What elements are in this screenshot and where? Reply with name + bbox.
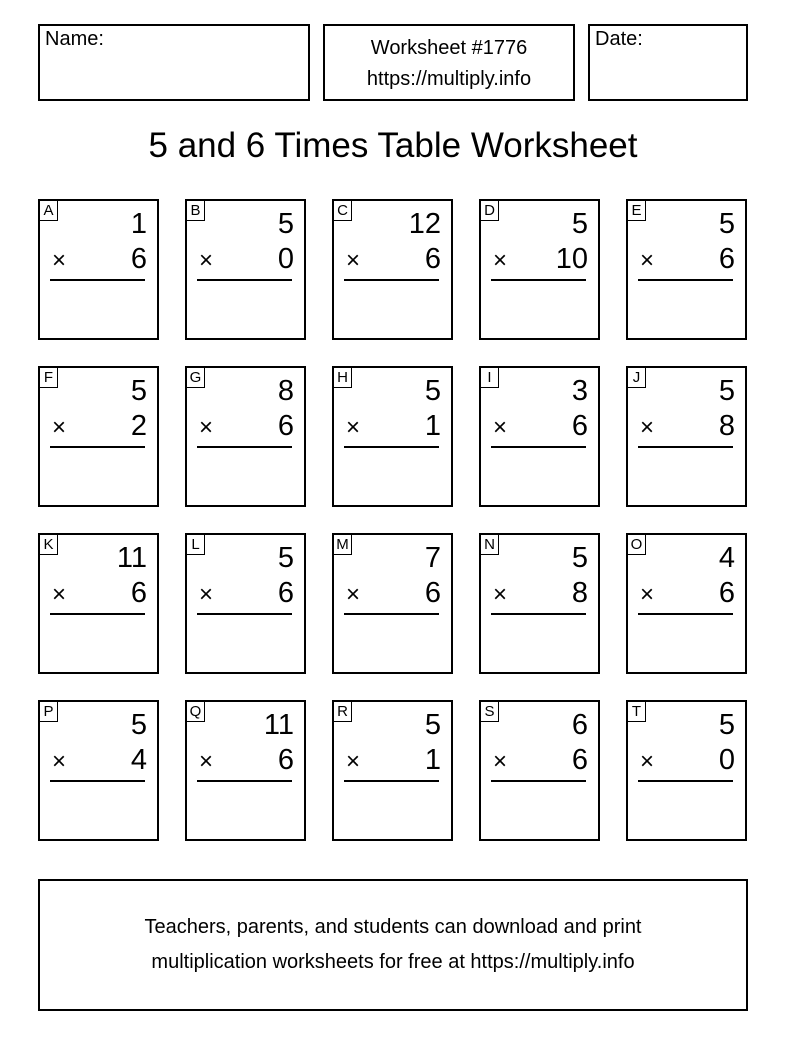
problem-card-j[interactable]	[626, 366, 747, 507]
problem-letter: O	[627, 534, 646, 555]
problem-card-o[interactable]	[626, 533, 747, 674]
answer-line	[638, 780, 733, 782]
multiplicand: 5	[571, 208, 588, 240]
multiplicand: 5	[571, 542, 588, 574]
answer-line	[197, 279, 292, 281]
times-sign: ×	[52, 581, 67, 608]
times-sign: ×	[346, 581, 361, 608]
problem-letter: R	[333, 701, 352, 722]
answer-line	[344, 613, 439, 615]
footer-line-2: multiplication worksheets for free at https://multiply.info	[151, 951, 635, 973]
answer-line	[491, 780, 586, 782]
multiplicand: 5	[277, 542, 294, 574]
problem-letter: J	[627, 367, 646, 388]
multiplier: 8	[571, 577, 588, 609]
answer-line	[50, 446, 145, 448]
problem-card-h[interactable]	[332, 366, 453, 507]
times-sign: ×	[346, 748, 361, 775]
multiplicand: 5	[424, 375, 441, 407]
problem-letter: K	[39, 534, 58, 555]
times-sign: ×	[640, 247, 655, 274]
times-sign: ×	[493, 748, 508, 775]
name-field-box[interactable]	[38, 24, 310, 101]
times-sign: ×	[640, 414, 655, 441]
multiplier: 10	[555, 243, 588, 275]
problem-card-k[interactable]	[38, 533, 159, 674]
answer-line	[197, 446, 292, 448]
problem-card-c[interactable]	[332, 199, 453, 340]
answer-line	[491, 613, 586, 615]
multiplicand: 3	[571, 375, 588, 407]
problem-letter: H	[333, 367, 352, 388]
multiplicand: 11	[263, 709, 294, 741]
answer-line	[638, 279, 733, 281]
answer-line	[344, 780, 439, 782]
multiplier: 6	[130, 577, 147, 609]
worksheet-number: Worksheet #1776	[370, 37, 528, 59]
date-field-box[interactable]	[588, 24, 748, 101]
multiplicand: 5	[718, 709, 735, 741]
problem-card-a[interactable]	[38, 199, 159, 340]
answer-line	[491, 446, 586, 448]
problem-card-p[interactable]	[38, 700, 159, 841]
multiplier: 6	[277, 410, 294, 442]
date-label: Date:	[595, 28, 643, 50]
problem-letter: D	[480, 200, 499, 221]
answer-line	[50, 279, 145, 281]
answer-line	[344, 279, 439, 281]
problem-card-f[interactable]	[38, 366, 159, 507]
problem-card-m[interactable]	[332, 533, 453, 674]
footer-line-1: Teachers, parents, and students can download and print	[144, 916, 642, 938]
problem-letter: L	[186, 534, 205, 555]
times-sign: ×	[346, 247, 361, 274]
answer-line	[50, 780, 145, 782]
answer-line	[197, 780, 292, 782]
multiplicand: 5	[424, 709, 441, 741]
footer-note	[38, 879, 748, 1011]
problem-letter: S	[480, 701, 499, 722]
problem-card-d[interactable]	[479, 199, 600, 340]
problem-card-n[interactable]	[479, 533, 600, 674]
worksheet-info-box	[323, 24, 575, 101]
times-sign: ×	[52, 748, 67, 775]
answer-line	[638, 446, 733, 448]
multiplicand: 7	[424, 542, 441, 574]
problem-letter: T	[627, 701, 646, 722]
multiplicand: 5	[718, 375, 735, 407]
multiplier: 2	[130, 410, 147, 442]
multiplier: 6	[718, 243, 735, 275]
problem-card-l[interactable]	[185, 533, 306, 674]
problem-letter: P	[39, 701, 58, 722]
problem-letter: M	[333, 534, 352, 555]
problem-card-e[interactable]	[626, 199, 747, 340]
multiplier: 0	[277, 243, 294, 275]
answer-line	[344, 446, 439, 448]
multiplier: 6	[571, 410, 588, 442]
problem-card-t[interactable]	[626, 700, 747, 841]
multiplier: 6	[718, 577, 735, 609]
multiplicand: 1	[130, 208, 147, 240]
multiplier: 6	[130, 243, 147, 275]
multiplicand: 5	[718, 208, 735, 240]
times-sign: ×	[493, 581, 508, 608]
problem-letter: G	[186, 367, 205, 388]
times-sign: ×	[199, 414, 214, 441]
multiplicand: 5	[130, 375, 147, 407]
times-sign: ×	[52, 247, 67, 274]
problem-card-g[interactable]	[185, 366, 306, 507]
times-sign: ×	[640, 748, 655, 775]
multiplier: 0	[718, 744, 735, 776]
multiplier: 6	[424, 243, 441, 275]
times-sign: ×	[199, 581, 214, 608]
multiplier: 6	[424, 577, 441, 609]
problem-letter: C	[333, 200, 352, 221]
problem-card-s[interactable]	[479, 700, 600, 841]
multiplicand: 5	[130, 709, 147, 741]
problem-card-i[interactable]	[479, 366, 600, 507]
times-sign: ×	[493, 414, 508, 441]
multiplicand: 11	[116, 542, 147, 574]
answer-line	[197, 613, 292, 615]
multiplicand: 6	[571, 709, 588, 741]
multiplicand: 5	[277, 208, 294, 240]
answer-line	[50, 613, 145, 615]
worksheet-url: https://multiply.info	[366, 68, 532, 90]
problem-card-q[interactable]	[185, 700, 306, 841]
times-sign: ×	[199, 247, 214, 274]
times-sign: ×	[199, 748, 214, 775]
multiplier: 6	[277, 744, 294, 776]
multiplier: 8	[718, 410, 735, 442]
times-sign: ×	[640, 581, 655, 608]
problem-card-b[interactable]	[185, 199, 306, 340]
multiplier: 4	[130, 744, 147, 776]
problem-letter: A	[39, 200, 58, 221]
multiplicand: 8	[277, 375, 294, 407]
problem-letter: I	[480, 367, 499, 388]
name-label: Name:	[45, 28, 104, 50]
multiplier: 6	[277, 577, 294, 609]
times-sign: ×	[52, 414, 67, 441]
multiplicand: 4	[718, 542, 735, 574]
problem-letter: E	[627, 200, 646, 221]
multiplicand: 12	[408, 208, 441, 240]
problem-letter: Q	[186, 701, 205, 722]
times-sign: ×	[346, 414, 361, 441]
multiplier: 1	[424, 410, 441, 442]
multiplier: 6	[571, 744, 588, 776]
answer-line	[491, 279, 586, 281]
page-title: 5 and 6 Times Table Worksheet	[148, 126, 638, 165]
multiplier: 1	[424, 744, 441, 776]
problem-card-r[interactable]	[332, 700, 453, 841]
answer-line	[638, 613, 733, 615]
problem-letter: N	[480, 534, 499, 555]
problem-letter: B	[186, 200, 205, 221]
times-sign: ×	[493, 247, 508, 274]
problem-letter: F	[39, 367, 58, 388]
